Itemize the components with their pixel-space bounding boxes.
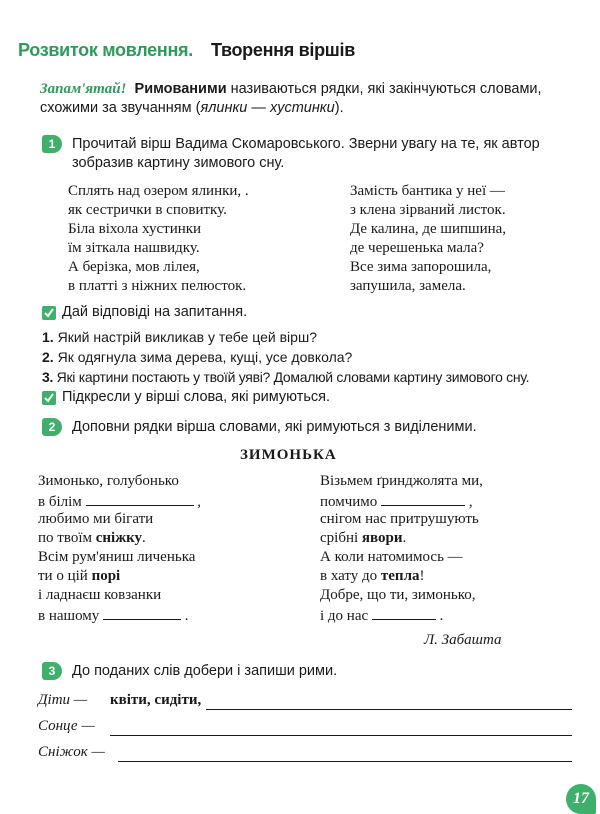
- poem-line: помчимо ,: [320, 491, 483, 510]
- question-num: 2.: [42, 349, 54, 365]
- underline-prompt: Підкресли у вірші слова, які римуються.: [62, 389, 331, 405]
- poem-line: снігом нас притрушують: [320, 511, 479, 527]
- poem-line: де черешенька мала?: [350, 240, 484, 256]
- section-title: Розвиток мовлення.: [18, 40, 193, 60]
- poem-line: по твоїм сніжку.: [38, 530, 146, 546]
- question-text: Які картини постають у твоїй уяві? Домалюй словами картину зимового сну.: [53, 369, 530, 385]
- page-header: [18, 40, 355, 61]
- topic-title: Творення віршів: [210, 40, 355, 60]
- question-num: 3.: [42, 369, 54, 385]
- remember-example1: ялинки: [200, 100, 248, 116]
- question-num: 1.: [42, 329, 54, 345]
- poem-line: ти о цій порі: [38, 568, 121, 584]
- answer-line[interactable]: [206, 709, 572, 710]
- remember-term: Римованими: [134, 81, 227, 97]
- poem-line: в хату до тепла!: [320, 568, 425, 584]
- task2-poem-right: [320, 472, 483, 624]
- poem-line: Все зима запорошила,: [350, 259, 492, 275]
- question-text: Як одягнула зима дерева, кущі, усе довкола?: [53, 349, 353, 365]
- task2-badge: 2: [42, 418, 62, 436]
- remember-example2: хустинки: [269, 100, 335, 116]
- answer-line[interactable]: [118, 761, 572, 762]
- fill-blank[interactable]: [103, 605, 181, 620]
- question-item: [42, 347, 582, 367]
- question-text: Який настрій викликав у тебе цей вірш?: [53, 329, 317, 345]
- remember-text1: називаються рядки, які закінчуються словами, схожими за звучанням (: [40, 81, 542, 116]
- poem-line: запушила, замела.: [350, 278, 466, 294]
- rhyme-row-word: Сніжок —: [38, 744, 105, 760]
- question-item: [42, 327, 582, 347]
- poem-line: їм зіткала нашвидку.: [68, 240, 200, 256]
- task2-instruction: Доповни рядки вірша словами, які римуються з виділеними.: [72, 419, 477, 435]
- remember-dash: —: [247, 100, 270, 116]
- task1-poem-left: [68, 182, 249, 296]
- task1-poem-right: [350, 182, 506, 296]
- task3-badge: 3: [42, 662, 62, 680]
- poem-line: як сестрички в сповитку.: [68, 202, 227, 218]
- poem-line: любимо ми бігати: [38, 511, 154, 527]
- poem-line: Сплять над озером ялинки, .: [68, 183, 249, 199]
- poem-line: Візьмем ґринджолята ми,: [320, 473, 483, 489]
- fill-blank[interactable]: [86, 491, 194, 506]
- pencil-check-icon: [42, 391, 56, 405]
- poem-title: ЗИМОНЬКА: [240, 447, 337, 463]
- poem-author: Л. Забашта: [424, 632, 502, 648]
- question-item: [42, 367, 582, 387]
- rhyme-row-word: Діти —: [38, 692, 88, 708]
- poem-line: і ладнаєш ковзанки: [38, 587, 162, 603]
- poem-line: і до нас .: [320, 605, 483, 624]
- poem-line: Біла віхола хустинки: [68, 221, 202, 237]
- pencil-check-icon: [42, 306, 56, 320]
- fill-blank[interactable]: [372, 605, 436, 620]
- remember-tag: Запам'ятай!: [40, 81, 127, 97]
- remember-text2: ).: [334, 100, 344, 116]
- task1-badge: 1: [42, 135, 62, 153]
- question-list: [42, 327, 582, 387]
- fill-blank[interactable]: [381, 491, 465, 506]
- poem-line: Де калина, де шипшина,: [350, 221, 507, 237]
- poem-line: Добре, що ти, зимонько,: [320, 587, 476, 603]
- answer-prompt: Дай відповіді на запитання.: [62, 304, 248, 320]
- rhyme-row-word: Сонце —: [38, 718, 95, 734]
- poem-line: Всім рум'яниш личенька: [38, 549, 196, 565]
- answer-line[interactable]: [110, 735, 572, 736]
- task2-poem-left: [38, 472, 201, 624]
- poem-line: А берізка, мов лілея,: [68, 259, 200, 275]
- poem-line: Зимонько, голубонько: [38, 473, 179, 489]
- poem-line: в білім ,: [38, 491, 201, 510]
- task3-instruction: До поданих слів добери і запиши рими.: [72, 663, 338, 679]
- poem-line: А коли натомимось —: [320, 549, 463, 565]
- poem-line: Замість бантика у неї —: [350, 183, 505, 199]
- remember-box: [40, 80, 570, 118]
- poem-line: срібні явори.: [320, 530, 407, 546]
- page-number: 17: [566, 784, 596, 814]
- poem-line: з клена зірваний листок.: [350, 202, 506, 218]
- rhyme-row-filled: квіти, сидіти,: [110, 692, 202, 708]
- poem-line: в платті з ніжних пелюсток.: [68, 278, 247, 294]
- task1-instruction: Прочитай вірш Вадима Скомаровського. Зверни увагу на те, як автор зобразив картину зимового сну.: [72, 136, 540, 171]
- poem-line: в нашому .: [38, 605, 201, 624]
